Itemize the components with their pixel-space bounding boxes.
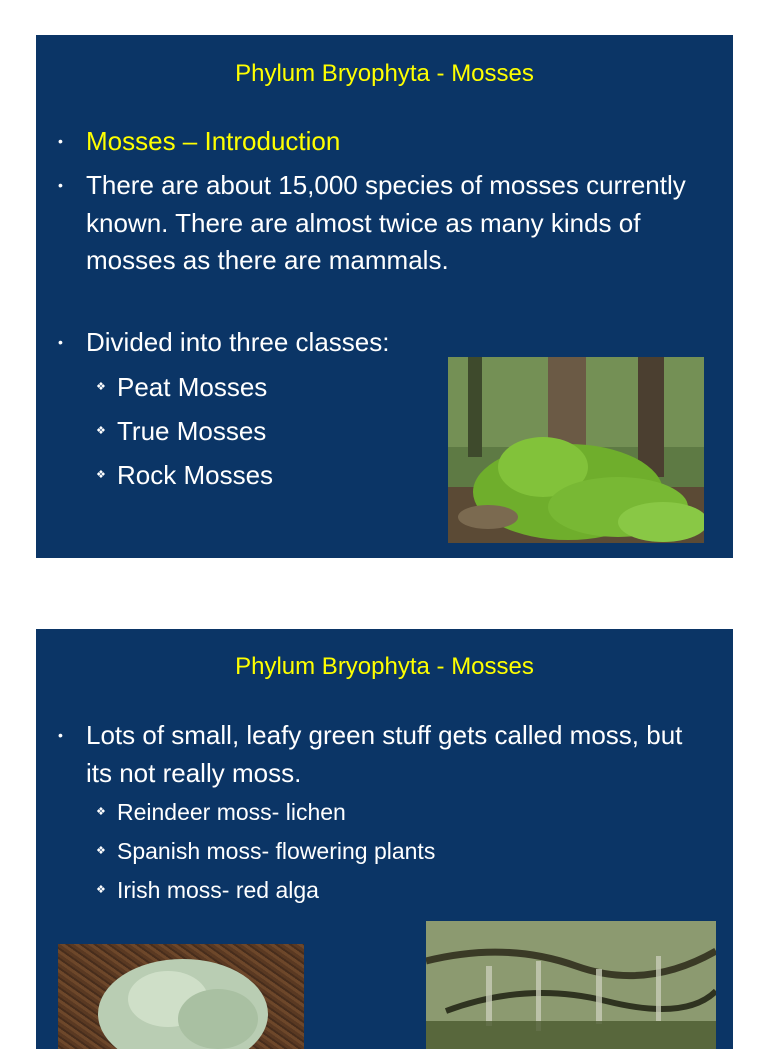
slide-1 bbox=[36, 35, 733, 558]
sub-item-text: Peat Mosses bbox=[117, 372, 268, 402]
sub-item-peat-mosses bbox=[96, 372, 268, 402]
bullet-dot-icon: • bbox=[58, 133, 63, 149]
diamond-bullet-icon: ❖ bbox=[96, 425, 106, 437]
diamond-bullet-icon: ❖ bbox=[96, 469, 106, 481]
sub-item-irish-moss bbox=[96, 875, 319, 905]
slide-2 bbox=[36, 629, 733, 1049]
diamond-bullet-icon: ❖ bbox=[96, 884, 106, 896]
bullet-not-really-moss bbox=[58, 717, 696, 792]
diamond-bullet-icon: ❖ bbox=[96, 806, 106, 818]
sub-item-rock-mosses bbox=[96, 460, 274, 490]
moss-forest-photo bbox=[448, 357, 704, 543]
moss-forest-illustration bbox=[448, 357, 704, 543]
diamond-bullet-icon: ❖ bbox=[96, 845, 106, 857]
bullet-classes bbox=[58, 324, 696, 362]
bullet-text: There are about 15,000 species of mosses currently known. There are almost twice as many kinds of mosses as there are mammals. bbox=[86, 170, 686, 275]
slide-title: Phylum Bryophyta - Mosses bbox=[235, 60, 534, 87]
sub-item-text: Reindeer moss- lichen bbox=[117, 799, 346, 825]
bullet-intro bbox=[58, 123, 696, 161]
bullet-species-count bbox=[58, 167, 696, 280]
sub-item-true-mosses bbox=[96, 416, 267, 446]
bullet-dot-icon: • bbox=[58, 727, 63, 743]
bullet-dot-icon: • bbox=[58, 334, 63, 350]
sub-item-reindeer-moss bbox=[96, 797, 346, 827]
sub-item-text: True Mosses bbox=[117, 416, 267, 446]
bullet-text: Divided into three classes: bbox=[86, 327, 390, 357]
sub-item-text: Rock Mosses bbox=[117, 460, 274, 490]
spanish-moss-illustration bbox=[426, 921, 716, 1049]
sub-item-text: Irish moss- red alga bbox=[117, 877, 319, 903]
bullet-text: Lots of small, leafy green stuff gets called moss, but its not really moss. bbox=[86, 720, 683, 788]
bullet-dot-icon: • bbox=[58, 177, 63, 193]
bullet-text: Mosses – Introduction bbox=[86, 126, 341, 156]
sub-item-spanish-moss bbox=[96, 836, 436, 866]
spanish-moss-photo bbox=[426, 921, 716, 1049]
reindeer-lichen-photo bbox=[58, 944, 304, 1049]
sub-item-text: Spanish moss- flowering plants bbox=[117, 838, 436, 864]
reindeer-lichen-illustration bbox=[58, 944, 304, 1049]
slide-title: Phylum Bryophyta - Mosses bbox=[235, 653, 534, 680]
diamond-bullet-icon: ❖ bbox=[96, 381, 106, 393]
